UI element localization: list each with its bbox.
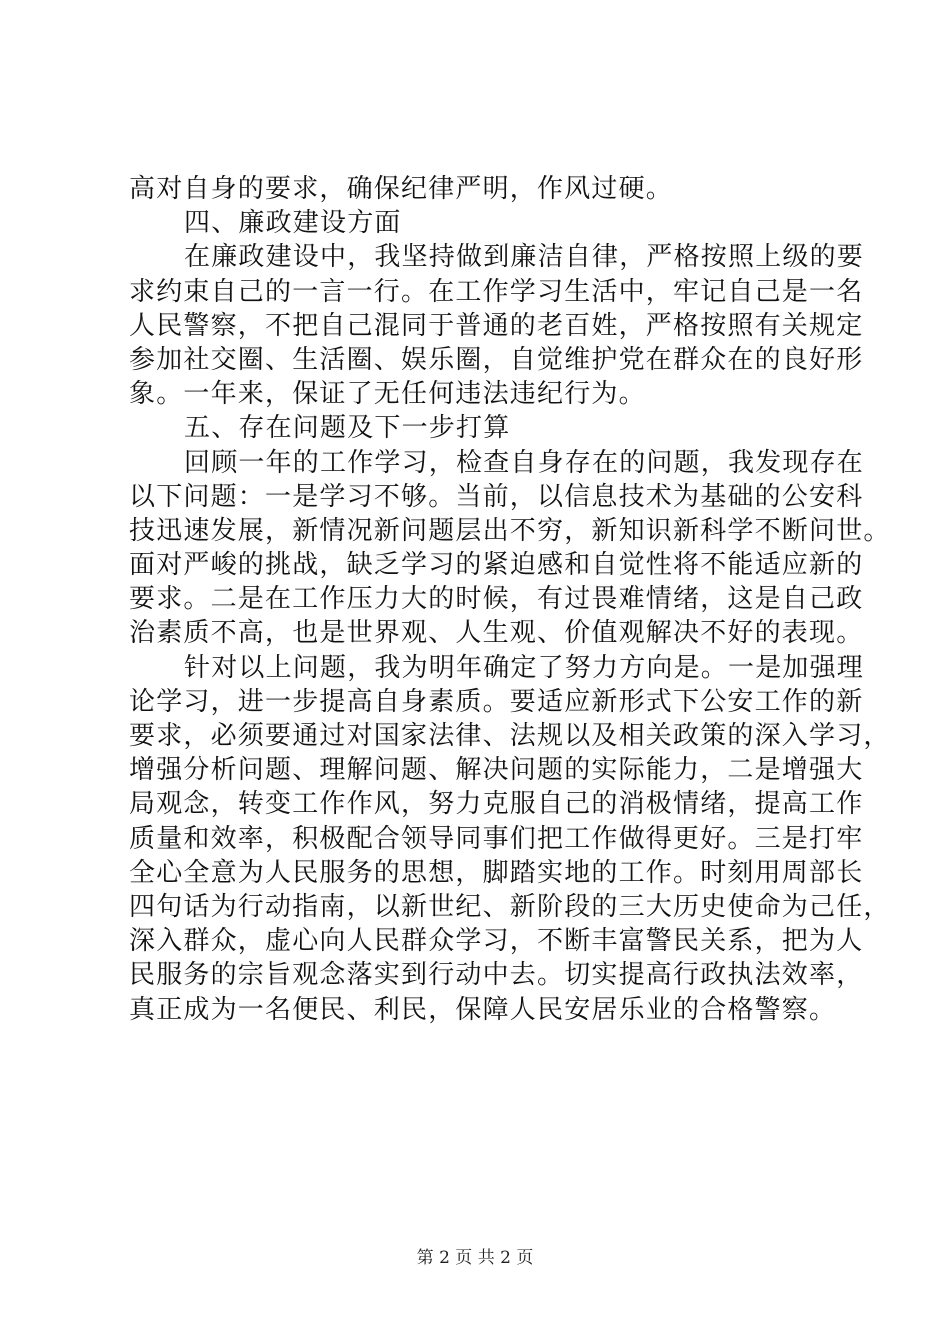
text-line: 四句话为行动指南，以新世纪、新阶段的三大历史使命为己任，	[129, 891, 891, 922]
text-line: 高对自身的要求，确保纪律严明，作风过硬。	[129, 174, 674, 204]
text-line: 在廉政建设中，我坚持做到廉洁自律，严格按照上级的要	[184, 242, 865, 273]
text-line: 深入群众，虚心向人民群众学习，不断丰富警民关系，把为人	[129, 926, 864, 957]
text-line: 要求，必须要通过对国家法律、法规以及相关政策的深入学习，	[129, 721, 891, 751]
text-line: 质量和效率，积极配合领导同事们把工作做得更好。三是打牢	[129, 823, 864, 854]
text-line: 象。一年来，保证了无任何违法违纪行为。	[129, 379, 646, 410]
text-line: 民服务的宗旨观念落实到行动中去。切实提高行政执法效率，	[129, 960, 864, 991]
text-line: 真正成为一名便民、利民，保障人民安居乐业的合格警察。	[129, 994, 837, 1025]
text-line: 以下问题：一是学习不够。当前，以信息技术为基础的公安科	[129, 481, 864, 512]
text-line: 五、存在问题及下一步打算	[184, 413, 511, 444]
text-line: 针对以上问题，我为明年确定了努力方向是。一是加强理	[184, 652, 865, 683]
text-line: 局观念，转变工作作风，努力克服自己的消极情绪，提高工作	[129, 789, 864, 820]
document-body	[129, 172, 891, 1027]
text-line: 人民警察，不把自己混同于普通的老百姓，严格按照有关规定	[129, 310, 864, 341]
text-line: 要求。二是在工作压力大的时候，有过畏难情绪，这是自己政	[129, 584, 864, 615]
text-line: 论学习，进一步提高自身素质。要适应新形式下公安工作的新	[129, 686, 864, 717]
page-number-footer: 第 2 页 共 2 页	[416, 1248, 534, 1268]
text-line: 参加社交圈、生活圈、娱乐圈，自觉维护党在群众在的良好形	[129, 344, 864, 375]
text-line: 治素质不高，也是世界观、人生观、价值观解决不好的表现。	[129, 618, 864, 649]
text-line: 求约束自己的一言一行。在工作学习生活中，牢记自己是一名	[129, 276, 864, 307]
text-line: 全心全意为人民服务的思想，脚踏实地的工作。时刻用周部长	[129, 857, 864, 888]
text-line: 增强分析问题、理解问题、解决问题的实际能力，二是增强大	[129, 755, 864, 786]
text-line: 技迅速发展，新情况新问题层出不穷，新知识新科学不断问世。	[129, 515, 891, 546]
text-line: 回顾一年的工作学习，检查自身存在的问题，我发现存在	[184, 447, 865, 478]
text-line: 面对严峻的挑战，缺乏学习的紧迫感和自觉性将不能适应新的	[129, 550, 864, 581]
text-line: 四、廉政建设方面	[184, 208, 402, 239]
